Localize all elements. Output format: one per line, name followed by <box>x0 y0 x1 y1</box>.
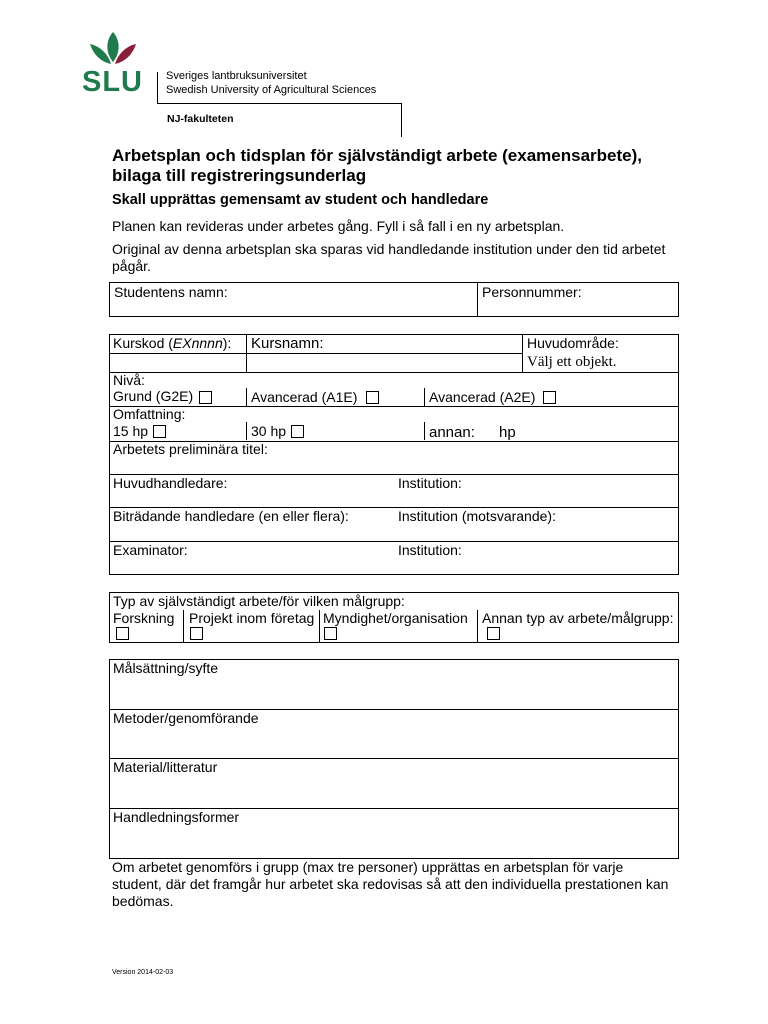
university-name-en: Swedish University of Agricultural Sciences <box>166 84 377 96</box>
scope-15hp-checkbox[interactable] <box>153 425 166 438</box>
level-a2e-checkbox[interactable] <box>543 391 556 404</box>
work-type-table <box>109 592 679 643</box>
scope-divider-2 <box>424 422 425 440</box>
version-label: Version 2014-02-03 <box>112 969 174 976</box>
main-supervisor-field[interactable]: Huvudhandledare: <box>113 475 228 491</box>
course-row-line-1 <box>110 372 678 373</box>
level-g2e-checkbox[interactable] <box>199 391 212 404</box>
assistant-supervisor-field[interactable]: Biträdande handledare (en eller flera): <box>113 508 349 524</box>
examiner-institution-field[interactable]: Institution: <box>398 542 462 558</box>
type-divider-1 <box>183 610 184 642</box>
examiner-field[interactable]: Examinator: <box>113 542 188 558</box>
personal-number-field[interactable]: Personnummer: <box>482 284 582 300</box>
type-company-project-label: Projekt inom företag <box>189 610 315 626</box>
level-label: Nivå: <box>113 372 145 388</box>
scope-label: Omfattning: <box>113 406 186 422</box>
type-divider-2 <box>319 610 320 642</box>
student-table <box>109 282 679 317</box>
level-a2e-label: Avancerad (A2E) <box>429 389 536 405</box>
preliminary-title-field[interactable]: Arbetets preliminära titel: <box>113 441 268 457</box>
course-table <box>109 334 679 575</box>
header-divider-horizontal <box>157 103 401 104</box>
assistant-supervisor-institution-field[interactable]: Institution (motsvarande): <box>398 508 556 524</box>
course-name-divider <box>522 335 523 373</box>
intro-paragraph-2: Original av denna arbetsplan ska sparas vid handledande institution under den tid arbetet pågår. <box>112 241 666 274</box>
course-name-field[interactable]: Kursnamn: <box>251 335 324 352</box>
intro-paragraph-1: Planen kan revideras under arbetes gång. Fyll i så fall i en ny arbetsplan. <box>112 218 565 234</box>
supervision-forms-field[interactable]: Handledningsformer <box>113 809 240 825</box>
plan-table <box>109 659 679 859</box>
type-research-checkbox[interactable] <box>116 627 129 640</box>
scope-divider-1 <box>246 422 247 440</box>
course-row-line-2 <box>110 406 678 407</box>
level-a1e-checkbox[interactable] <box>366 391 379 404</box>
type-divider-3 <box>477 610 478 642</box>
main-supervisor-institution-field[interactable]: Institution: <box>398 475 462 491</box>
type-other-label: Annan typ av arbete/målgrupp: <box>482 610 674 626</box>
scope-other-unit: hp <box>499 424 516 441</box>
level-divider-1 <box>246 388 247 406</box>
work-type-header: Typ av självständigt arbete/för vilken målgrupp: <box>113 593 405 609</box>
university-name-sv: Sveriges lantbruksuniversitet <box>166 70 307 82</box>
course-code-field[interactable] <box>113 335 231 351</box>
methods-field[interactable]: Metoder/genomförande <box>113 710 259 726</box>
course-code-suffix: ): <box>222 335 232 351</box>
type-authority-label: Myndighet/organisation <box>323 610 468 626</box>
goal-field[interactable]: Målsättning/syfte <box>113 660 219 676</box>
page-title: Arbetsplan och tidsplan för självständigt arbete (examensarbete), bilaga till registreringsunderlag <box>112 146 642 185</box>
scope-other-label: annan: <box>429 424 475 441</box>
slu-logo-text: SLU <box>82 66 143 98</box>
main-area-label: Huvudområde: <box>527 335 619 351</box>
course-code-label: Kurskod ( <box>113 335 173 351</box>
level-a1e-text: Avancerad (A1E) <box>251 389 358 405</box>
course-row-line-6 <box>110 541 678 542</box>
header-divider-vertical <box>157 72 158 104</box>
type-authority-checkbox[interactable] <box>324 627 337 640</box>
type-company-project-checkbox[interactable] <box>190 627 203 640</box>
student-table-divider <box>477 283 478 316</box>
group-work-note: Om arbetet genomförs i grupp (max tre personer) upprättas en arbetsplan för varje student, där det framgår hur arbetet ska redovisas så att den individuella prestationen kan bedömas. <box>112 859 669 909</box>
type-research-label: Forskning <box>113 610 175 626</box>
level-g2e-label: Grund (G2E) <box>113 388 194 404</box>
material-field[interactable]: Material/litteratur <box>113 759 218 775</box>
scope-30hp-checkbox[interactable] <box>291 425 304 438</box>
faculty-name: NJ-fakulteten <box>167 113 234 125</box>
course-row-inner-line <box>110 353 522 354</box>
level-divider-2 <box>424 388 425 406</box>
header-divider-vertical-right <box>401 103 402 137</box>
scope-15hp-label: 15 hp <box>113 423 149 439</box>
type-other-checkbox[interactable] <box>487 627 500 640</box>
level-a1e-label <box>251 389 357 405</box>
course-code-divider <box>246 335 247 373</box>
scope-30hp-label: 30 hp <box>251 423 287 439</box>
page-subtitle: Skall upprättas gemensamt av student och handledare <box>112 192 489 208</box>
main-area-select[interactable]: Välj ett objekt. <box>527 354 617 370</box>
student-name-field[interactable]: Studentens namn: <box>114 284 228 300</box>
course-code-hint: EXnnnn <box>172 335 223 351</box>
